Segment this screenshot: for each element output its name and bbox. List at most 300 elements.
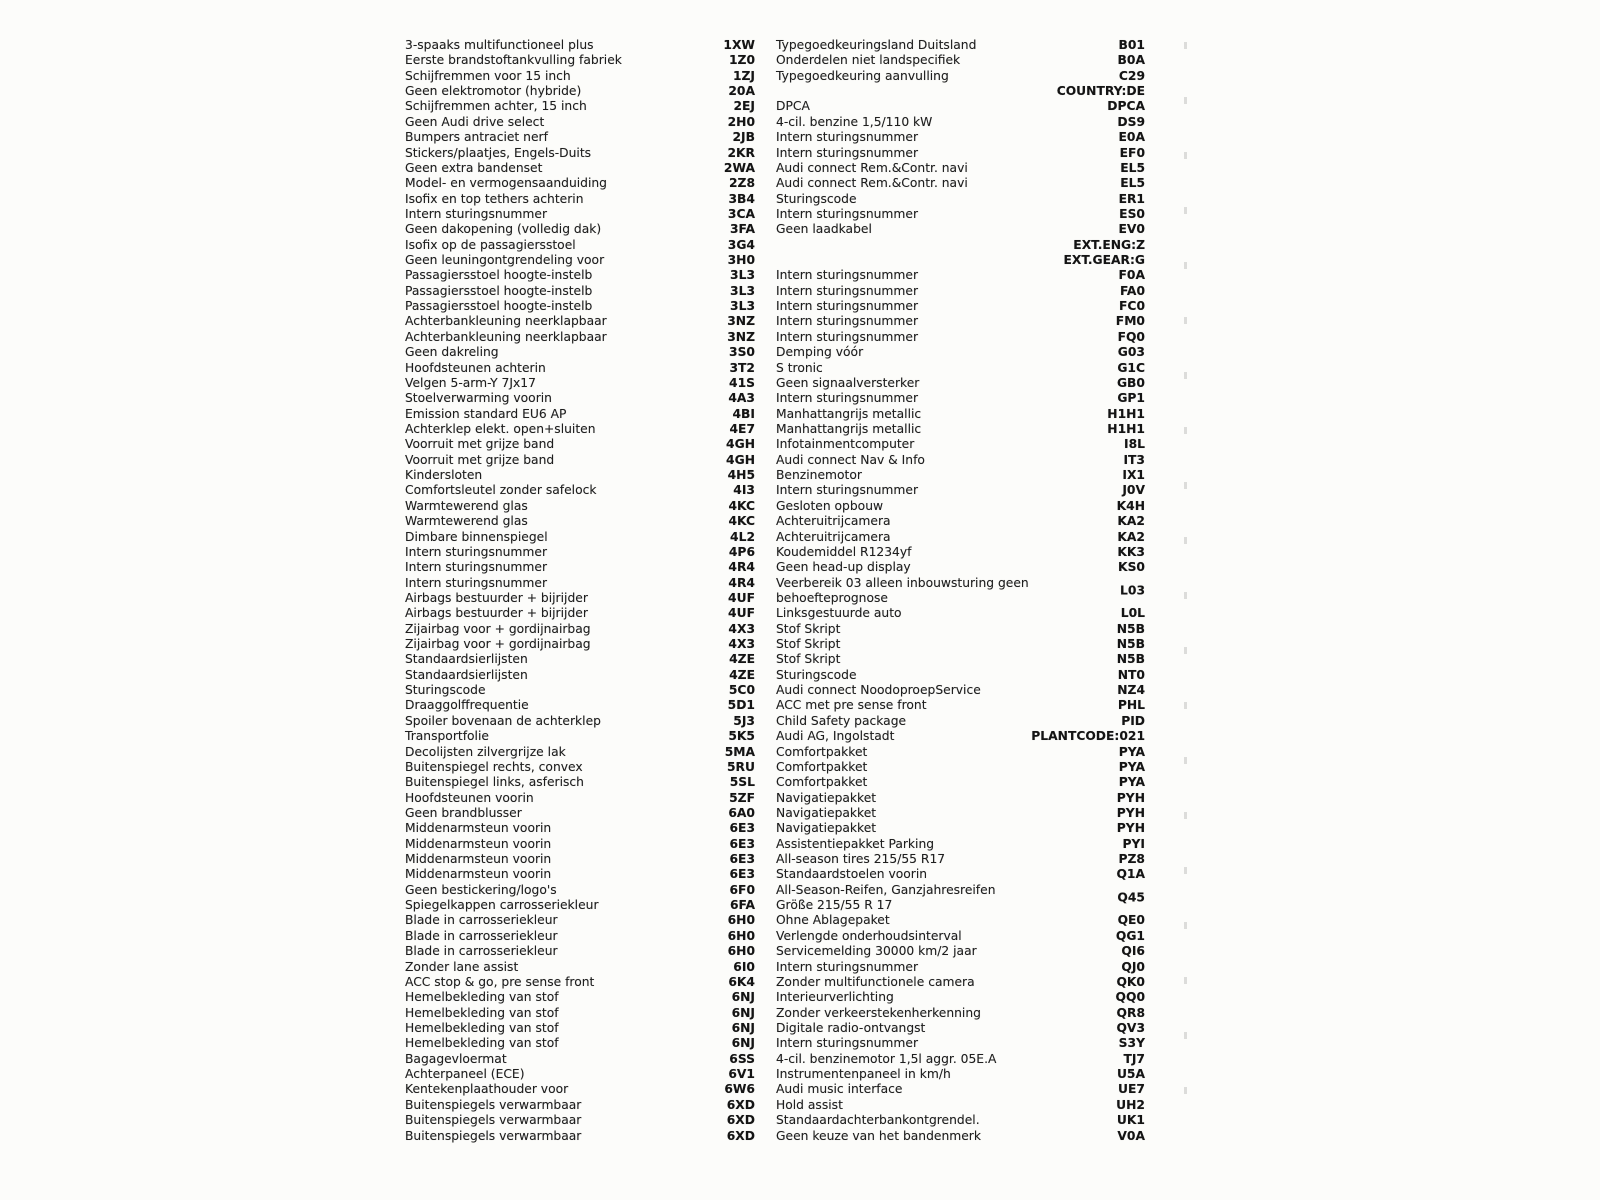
option-code-right: S3Y bbox=[1118, 1036, 1145, 1051]
option-row bbox=[405, 775, 1145, 790]
option-row bbox=[405, 1006, 1145, 1021]
option-code-left: 4KC bbox=[728, 514, 755, 529]
option-row bbox=[405, 514, 1145, 529]
option-description-left: Blade in carrosseriekleur bbox=[405, 928, 558, 943]
option-description-right: Demping vóór bbox=[776, 345, 864, 360]
option-row bbox=[405, 361, 1145, 376]
option-description-right: Intern sturingsnummer bbox=[776, 959, 919, 974]
option-row bbox=[405, 698, 1145, 713]
option-description-right: S tronic bbox=[776, 360, 823, 375]
option-code-right: L03 bbox=[1120, 583, 1145, 598]
option-description-left: Warmtewerend glas bbox=[405, 514, 528, 529]
option-description-left: Airbags bestuurder + bijrijder bbox=[405, 590, 588, 605]
option-code-right: PLANTCODE:021 bbox=[1031, 729, 1145, 744]
option-code-right: G1C bbox=[1117, 360, 1145, 375]
option-description-right: Digitale radio-ontvangst bbox=[776, 1021, 926, 1035]
option-description-right: Intern sturingsnummer bbox=[776, 145, 919, 160]
option-description-right: Navigatiepakket bbox=[776, 790, 877, 805]
option-description-right: Audi AG, Ingolstadt bbox=[776, 729, 895, 744]
option-row bbox=[405, 407, 1145, 422]
option-code-left: 1Z0 bbox=[728, 53, 755, 68]
option-code-left: 4L2 bbox=[730, 529, 755, 544]
option-row bbox=[405, 1052, 1145, 1067]
option-description-right: Infotainmentcomputer bbox=[776, 437, 915, 452]
option-code-left: 3T2 bbox=[729, 360, 755, 375]
option-description-left: Zijairbag voor + gordijnairbag bbox=[405, 621, 591, 636]
option-description-right: Verlengde onderhoudsinterval bbox=[776, 928, 962, 943]
option-code-right: NZ4 bbox=[1117, 683, 1145, 698]
option-description-left: Model- en vermogensaanduiding bbox=[405, 176, 607, 191]
option-code-right: N5B bbox=[1116, 621, 1145, 636]
option-description-right: Intern sturingsnummer bbox=[776, 206, 919, 221]
option-code-right: PYH bbox=[1116, 805, 1145, 820]
option-description-left: Passagiersstoel hoogte-instelb bbox=[405, 299, 593, 314]
option-description-right: Standaardstoelen voorin bbox=[776, 867, 928, 882]
option-row bbox=[405, 729, 1145, 744]
option-code-left: 6XD bbox=[726, 1113, 755, 1128]
option-code-right: PHL bbox=[1117, 698, 1145, 713]
option-code-left: 6E3 bbox=[729, 852, 755, 867]
option-code-left: 6NJ bbox=[731, 1036, 755, 1051]
option-row bbox=[405, 115, 1145, 130]
option-description-right: Hold assist bbox=[776, 1097, 843, 1112]
option-code-left: 5K5 bbox=[728, 729, 755, 744]
option-row bbox=[405, 760, 1145, 775]
option-description-right: Geen keuze van het bandenmerk bbox=[776, 1128, 981, 1143]
option-description-left: Isofix op de passagiersstoel bbox=[405, 237, 576, 252]
option-code-left: 3H0 bbox=[727, 253, 755, 268]
option-description-right: Zonder multifunctionele camera bbox=[776, 974, 975, 989]
option-description-right: Intern sturingsnummer bbox=[776, 483, 919, 498]
option-description-right: Intern sturingsnummer bbox=[776, 329, 919, 344]
option-description-right: Comfortpakket bbox=[776, 775, 868, 790]
option-code-left: 6K4 bbox=[728, 974, 755, 989]
option-row bbox=[405, 422, 1145, 437]
option-code-left: 4GH bbox=[726, 452, 755, 467]
option-description-right: Intern sturingsnummer bbox=[776, 268, 919, 283]
option-description-right: Instrumentenpaneel in km/h bbox=[776, 1067, 951, 1082]
option-code-left: 4ZE bbox=[729, 652, 755, 667]
option-code-left: 4UF bbox=[728, 606, 755, 621]
option-row bbox=[405, 652, 1145, 667]
option-code-right: ES0 bbox=[1119, 206, 1145, 221]
option-description-left: Eerste brandstoftankvulling fabriek bbox=[405, 53, 622, 68]
option-code-left: 2WA bbox=[723, 160, 755, 175]
option-description-left: Bumpers antraciet nerf bbox=[405, 130, 548, 145]
option-description-left: Draaggolffrequentie bbox=[405, 698, 529, 713]
option-description-left: Hemelbekleding van stof bbox=[405, 1005, 559, 1020]
option-row bbox=[405, 69, 1145, 84]
option-description-left: Hoofdsteunen voorin bbox=[405, 790, 534, 805]
option-row bbox=[405, 84, 1145, 99]
option-code-left: 4E7 bbox=[729, 421, 755, 436]
option-row bbox=[405, 975, 1145, 990]
option-code-left: 2EJ bbox=[733, 99, 755, 114]
option-code-left: 4A3 bbox=[728, 391, 755, 406]
option-code-right: QJ0 bbox=[1121, 959, 1145, 974]
option-code-right: EL5 bbox=[1120, 160, 1145, 175]
option-code-right: KK3 bbox=[1117, 544, 1145, 559]
option-code-left: 6FA bbox=[729, 898, 755, 913]
option-code-left: 4X3 bbox=[728, 621, 755, 636]
option-description-right: Veerbereik 03 alleen inbouwsturing geen bbox=[776, 575, 1029, 590]
option-description-left: Transportfolie bbox=[405, 729, 489, 744]
option-code-right: EXT.ENG:Z bbox=[1073, 237, 1145, 252]
option-row bbox=[405, 1036, 1145, 1051]
option-code-right: QG1 bbox=[1115, 928, 1145, 943]
option-description-right: Intern sturingsnummer bbox=[776, 299, 919, 314]
option-code-right: Q45 bbox=[1117, 890, 1145, 905]
option-description-left: Blade in carrosseriekleur bbox=[405, 913, 558, 928]
option-code-left: 1ZJ bbox=[732, 68, 755, 83]
option-row bbox=[405, 821, 1145, 836]
option-description-right: Stof Skript bbox=[776, 637, 841, 652]
option-description-left: Geen dakopening (volledig dak) bbox=[405, 222, 602, 237]
option-description-left: Dimbare binnenspiegel bbox=[405, 529, 548, 544]
option-row bbox=[405, 745, 1145, 760]
option-code-left: 3L3 bbox=[730, 283, 755, 298]
option-description-left: Zonder lane assist bbox=[405, 959, 519, 974]
option-code-left: 5ZF bbox=[729, 790, 755, 805]
option-code-right: EXT.GEAR:G bbox=[1063, 253, 1145, 268]
scan-artifact-marks bbox=[1184, 42, 1187, 1112]
option-code-right: H1H1 bbox=[1107, 421, 1145, 436]
option-code-left: 4P6 bbox=[728, 544, 755, 559]
option-description-right: Audi music interface bbox=[776, 1082, 903, 1097]
option-code-right: N5B bbox=[1116, 637, 1145, 652]
option-code-left: 5RU bbox=[726, 759, 755, 774]
option-row bbox=[405, 990, 1145, 1005]
option-description-left: Standaardsierlijsten bbox=[405, 667, 528, 682]
option-row bbox=[405, 606, 1145, 621]
option-description-right: Koudemiddel R1234yf bbox=[776, 544, 912, 559]
option-code-right: UK1 bbox=[1116, 1113, 1145, 1128]
option-row bbox=[405, 913, 1145, 928]
option-description-left: Intern sturingsnummer bbox=[405, 560, 548, 575]
option-description-right: Navigatiepakket bbox=[776, 805, 877, 820]
option-code-right: B0A bbox=[1117, 53, 1145, 68]
option-code-left: 2H0 bbox=[727, 114, 755, 129]
option-description-right: Manhattangrijs metallic bbox=[776, 421, 922, 436]
option-row bbox=[405, 1021, 1145, 1036]
option-code-left: 6H0 bbox=[727, 928, 755, 943]
option-code-right: COUNTRY:DE bbox=[1056, 84, 1145, 99]
option-description-left: Buitenspiegel links, asferisch bbox=[405, 775, 584, 790]
option-description-right: Geen head-up display bbox=[776, 560, 911, 575]
option-description-left: ACC stop & go, pre sense front bbox=[405, 974, 595, 989]
option-code-left: 20A bbox=[728, 84, 755, 99]
option-code-right: I8L bbox=[1124, 437, 1145, 452]
option-description-right: Benzinemotor bbox=[776, 468, 862, 483]
option-code-right: EL5 bbox=[1120, 176, 1145, 191]
option-description-left: Geen elektromotor (hybride) bbox=[405, 84, 582, 99]
option-code-left: 6SS bbox=[729, 1051, 755, 1066]
option-row bbox=[405, 622, 1145, 637]
option-row bbox=[405, 1082, 1145, 1097]
option-description-left: Middenarmsteun voorin bbox=[405, 867, 552, 882]
option-description-right: Ohne Ablagepaket bbox=[776, 913, 890, 928]
option-code-right: QE0 bbox=[1117, 913, 1145, 928]
option-code-right: PYA bbox=[1118, 775, 1145, 790]
option-description-left: Intern sturingsnummer bbox=[405, 206, 548, 221]
option-row bbox=[405, 453, 1145, 468]
option-row bbox=[405, 837, 1145, 852]
option-code-right: H1H1 bbox=[1107, 406, 1145, 421]
option-code-left: 3NZ bbox=[727, 314, 755, 329]
option-code-right: PYH bbox=[1116, 790, 1145, 805]
option-code-left: 6NJ bbox=[731, 1005, 755, 1020]
option-code-right: ER1 bbox=[1118, 191, 1145, 206]
option-code-left: 6XD bbox=[726, 1128, 755, 1143]
option-code-left: 41S bbox=[729, 375, 755, 390]
option-row bbox=[405, 545, 1145, 560]
option-description-left: Buitenspiegels verwarmbaar bbox=[405, 1097, 582, 1112]
option-description-left: Stoelverwarming voorin bbox=[405, 391, 552, 406]
option-code-right: FM0 bbox=[1115, 314, 1145, 329]
option-code-right: PZ8 bbox=[1118, 852, 1145, 867]
option-description-left: Hoofdsteunen achterin bbox=[405, 360, 546, 375]
option-description-right: Navigatiepakket bbox=[776, 821, 877, 836]
option-description-left: Geen dakreling bbox=[405, 345, 499, 360]
option-code-left: 4KC bbox=[728, 498, 755, 513]
option-description-left: Warmtewerend glas bbox=[405, 498, 528, 513]
option-description-right: Typegoedkeuringsland Duitsland bbox=[776, 38, 977, 52]
option-code-right: PYI bbox=[1122, 836, 1145, 851]
option-code-right: NT0 bbox=[1117, 667, 1145, 682]
option-description-right: Typegoedkeuring aanvulling bbox=[776, 68, 949, 83]
option-description-left: Zijairbag voor + gordijnairbag bbox=[405, 637, 591, 652]
option-code-left: 3NZ bbox=[727, 329, 755, 344]
option-code-left: 4R4 bbox=[728, 575, 755, 590]
option-description-right: 4-cil. benzine 1,5/110 kW bbox=[776, 114, 933, 129]
option-code-left: 6XD bbox=[726, 1097, 755, 1112]
option-code-right: DPCA bbox=[1107, 99, 1145, 114]
option-description-left: Spoiler bovenaan de achterklep bbox=[405, 713, 601, 728]
option-description-right: Achteruitrijcamera bbox=[776, 514, 891, 529]
option-description-right: All-Season-Reifen, Ganzjahresreifen bbox=[776, 882, 996, 897]
option-code-right: Q1A bbox=[1116, 867, 1145, 882]
option-description-right bbox=[755, 238, 1025, 253]
option-description-left: Intern sturingsnummer bbox=[405, 544, 548, 559]
option-code-left: 2Z8 bbox=[728, 176, 755, 191]
option-code-right: G03 bbox=[1117, 345, 1145, 360]
option-description-right: Audi connect Rem.&Contr. navi bbox=[776, 176, 968, 191]
option-row bbox=[405, 1113, 1145, 1128]
option-row bbox=[405, 530, 1145, 545]
option-description-right: DPCA bbox=[776, 99, 810, 114]
option-description-right bbox=[755, 84, 1025, 99]
option-code-right: UE7 bbox=[1118, 1082, 1145, 1097]
option-row bbox=[405, 53, 1145, 68]
option-row bbox=[405, 1098, 1145, 1113]
option-row bbox=[405, 499, 1145, 514]
option-code-left: 3L3 bbox=[730, 268, 755, 283]
option-row bbox=[405, 483, 1145, 498]
option-description-right: Geen laadkabel bbox=[776, 222, 872, 237]
option-code-right: FA0 bbox=[1119, 283, 1145, 298]
option-code-right: V0A bbox=[1117, 1128, 1145, 1143]
option-description-right: Sturingscode bbox=[776, 191, 857, 206]
option-description-right: Stof Skript bbox=[776, 652, 841, 667]
option-row bbox=[405, 668, 1145, 683]
option-code-right: PYA bbox=[1118, 759, 1145, 774]
option-description-right: Comfortpakket bbox=[776, 759, 868, 774]
option-row bbox=[405, 176, 1145, 191]
option-row bbox=[405, 391, 1145, 406]
option-code-right: J0V bbox=[1122, 483, 1145, 498]
option-row bbox=[405, 314, 1145, 329]
option-code-right: FC0 bbox=[1119, 299, 1145, 314]
option-description-right: Größe 215/55 R 17 bbox=[776, 898, 893, 913]
option-description-right: Sturingscode bbox=[776, 667, 857, 682]
option-code-left: 6NJ bbox=[731, 990, 755, 1005]
option-code-right: IX1 bbox=[1122, 468, 1145, 483]
option-description-right: 4-cil. benzinemotor 1,5l aggr. 05E.A bbox=[776, 1051, 997, 1066]
option-description-right: ACC met pre sense front bbox=[776, 698, 927, 713]
option-code-left: 5C0 bbox=[728, 683, 755, 698]
option-code-right: F0A bbox=[1118, 268, 1145, 283]
option-code-right: IT3 bbox=[1123, 452, 1145, 467]
option-code-left: 6W6 bbox=[724, 1082, 755, 1097]
option-description-left: Geen brandblusser bbox=[405, 805, 522, 820]
option-description-right: Assistentiepakket Parking bbox=[776, 836, 935, 851]
option-code-right: QQ0 bbox=[1115, 990, 1145, 1005]
option-description-left: Middenarmsteun voorin bbox=[405, 852, 552, 867]
option-row bbox=[405, 376, 1145, 391]
option-code-right: UH2 bbox=[1116, 1097, 1145, 1112]
option-description-right: All-season tires 215/55 R17 bbox=[776, 852, 946, 867]
option-code-right: FQ0 bbox=[1117, 329, 1145, 344]
option-description-left: Middenarmsteun voorin bbox=[405, 836, 552, 851]
option-description-left: 3-spaaks multifunctioneel plus bbox=[405, 38, 594, 52]
option-description-right: Intern sturingsnummer bbox=[776, 283, 919, 298]
option-row bbox=[405, 560, 1145, 575]
option-description-left: Passagiersstoel hoogte-instelb bbox=[405, 283, 593, 298]
option-row bbox=[405, 437, 1145, 452]
option-description-right: Stof Skript bbox=[776, 621, 841, 636]
option-code-right: QV3 bbox=[1116, 1021, 1145, 1035]
option-row bbox=[405, 791, 1145, 806]
option-description-left: Sturingscode bbox=[405, 683, 486, 698]
option-description-left: Buitenspiegels verwarmbaar bbox=[405, 1113, 582, 1128]
option-code-right: L0L bbox=[1120, 606, 1145, 621]
option-description-right bbox=[755, 253, 1025, 268]
option-description-left: Decolijsten zilvergrijze lak bbox=[405, 744, 566, 759]
option-row bbox=[405, 299, 1145, 314]
option-description-left: Middenarmsteun voorin bbox=[405, 821, 552, 836]
option-row bbox=[405, 268, 1145, 283]
option-code-left: 3G4 bbox=[727, 237, 755, 252]
option-code-right: QR8 bbox=[1116, 1005, 1145, 1020]
option-description-left: Geen extra bandenset bbox=[405, 160, 543, 175]
option-row bbox=[405, 960, 1145, 975]
option-code-left: 6V1 bbox=[728, 1067, 755, 1082]
option-description-right: Child Safety package bbox=[776, 713, 907, 728]
option-code-right: TJ7 bbox=[1123, 1051, 1145, 1066]
option-description-left: Kentekenplaathouder voor bbox=[405, 1082, 569, 1097]
option-description-left: Voorruit met grijze band bbox=[405, 437, 555, 452]
option-code-right: EV0 bbox=[1118, 222, 1145, 237]
option-code-left: 6H0 bbox=[727, 944, 755, 959]
option-code-right: QI6 bbox=[1121, 944, 1145, 959]
option-description-right: Gesloten opbouw bbox=[776, 498, 884, 513]
option-code-left: 4UF bbox=[728, 590, 755, 605]
option-code-left: 6E3 bbox=[729, 836, 755, 851]
option-code-left: 3L3 bbox=[730, 299, 755, 314]
option-row bbox=[405, 253, 1145, 268]
option-description-right: Geen signaalversterker bbox=[776, 375, 920, 390]
option-code-left: 3S0 bbox=[729, 345, 755, 360]
option-row bbox=[405, 1129, 1145, 1144]
option-row bbox=[405, 714, 1145, 729]
option-code-left: 6A0 bbox=[728, 805, 755, 820]
option-code-left: 4ZE bbox=[729, 667, 755, 682]
option-description-right: Achteruitrijcamera bbox=[776, 529, 891, 544]
option-row bbox=[405, 929, 1145, 944]
option-row bbox=[405, 130, 1145, 145]
option-description-left: Achterklep elekt. open+sluiten bbox=[405, 421, 596, 436]
option-code-left: 6E3 bbox=[729, 867, 755, 882]
option-row bbox=[405, 806, 1145, 821]
option-code-left: 6E3 bbox=[729, 821, 755, 836]
option-description-right: Audi connect NoodoproepService bbox=[776, 683, 981, 698]
option-row bbox=[405, 238, 1145, 253]
option-row bbox=[405, 345, 1145, 360]
option-code-right: PYA bbox=[1118, 744, 1145, 759]
option-description-left: Geen Audi drive select bbox=[405, 114, 545, 129]
option-code-left: 2JB bbox=[732, 130, 755, 145]
option-description-left: Bagagevloermat bbox=[405, 1051, 507, 1066]
option-description-left: Kindersloten bbox=[405, 468, 483, 483]
option-code-left: 5D1 bbox=[727, 698, 755, 713]
option-description-left: Comfortsleutel zonder safelock bbox=[405, 483, 597, 498]
option-row bbox=[405, 882, 1145, 905]
option-row bbox=[405, 944, 1145, 959]
option-code-right: PYH bbox=[1116, 821, 1145, 836]
option-code-left: 6NJ bbox=[731, 1021, 755, 1035]
option-code-right: EF0 bbox=[1119, 145, 1145, 160]
option-code-right: U5A bbox=[1116, 1067, 1145, 1082]
option-code-left: 5SL bbox=[729, 775, 755, 790]
option-description-left: Geen leuningontgrendeling voor bbox=[405, 253, 605, 268]
option-code-right: KA2 bbox=[1117, 514, 1145, 529]
option-code-right: QK0 bbox=[1116, 974, 1145, 989]
option-code-right: K4H bbox=[1116, 498, 1145, 513]
option-code-left: 2KR bbox=[727, 145, 755, 160]
option-description-right: Audi connect Nav & Info bbox=[776, 452, 925, 467]
option-row bbox=[405, 161, 1145, 176]
option-description-right: Servicemelding 30000 km/2 jaar bbox=[776, 944, 977, 959]
option-description-right: Comfortpakket bbox=[776, 744, 868, 759]
option-code-left: 6F0 bbox=[729, 882, 755, 897]
option-description-left: Hemelbekleding van stof bbox=[405, 1036, 559, 1051]
option-description-right: Linksgestuurde auto bbox=[776, 606, 902, 621]
option-description-left: Standaardsierlijsten bbox=[405, 652, 528, 667]
option-code-right: C29 bbox=[1118, 68, 1145, 83]
option-description-right: Standaardachterbankontgrendel. bbox=[776, 1113, 980, 1128]
option-description-left: Hemelbekleding van stof bbox=[405, 990, 559, 1005]
option-row bbox=[405, 207, 1145, 222]
option-code-right: GP1 bbox=[1117, 391, 1145, 406]
option-code-left: 4R4 bbox=[728, 560, 755, 575]
option-description-left: Blade in carrosseriekleur bbox=[405, 944, 558, 959]
option-row bbox=[405, 192, 1145, 207]
option-description-left: Intern sturingsnummer bbox=[405, 575, 548, 590]
option-description-right: Interieurverlichting bbox=[776, 990, 894, 1005]
option-row bbox=[405, 1067, 1145, 1082]
option-code-right: E0A bbox=[1118, 130, 1145, 145]
option-row bbox=[405, 637, 1145, 652]
